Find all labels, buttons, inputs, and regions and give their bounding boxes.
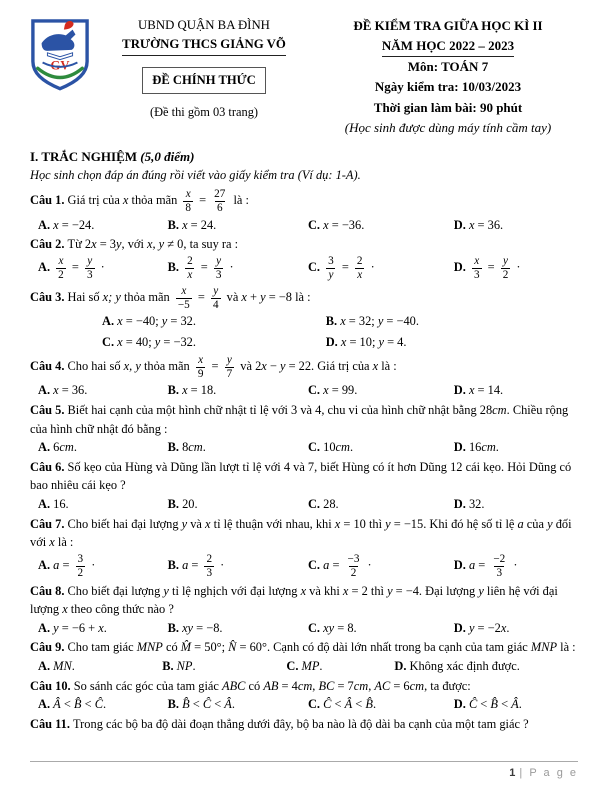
options-row — [38, 254, 578, 283]
math-var: MP — [301, 659, 320, 674]
option-label: D. — [453, 260, 469, 275]
option-a: A. 6cm. — [38, 440, 77, 455]
option-label: B. — [167, 217, 183, 232]
math-var: x — [122, 193, 129, 208]
option-label: C. — [307, 497, 324, 512]
question-stem: Câu 4. Cho hai số x, y thỏa mãn $\frac{x}{9}$ = $\frac{y}{7}$ và 2x − y = 22. Giá trị của x là : — [30, 353, 397, 380]
option-d: D. x = 10; y = 4. — [325, 335, 407, 350]
question-label: Câu 5. — [30, 403, 68, 417]
option-d: D. y = −2x. — [453, 620, 510, 635]
option-label: D. — [453, 383, 469, 398]
options-row — [38, 657, 578, 676]
math-var: x — [500, 620, 507, 635]
option-b: B. a = $\frac{2}{3}$ · — [167, 552, 225, 579]
question-11 — [30, 715, 578, 734]
option-b: B. B̂ < Ĉ < Â. — [167, 697, 235, 712]
question-1 — [30, 187, 578, 234]
exam-title-block — [318, 16, 578, 138]
math-var: Ĉ — [94, 697, 103, 712]
option-label: C. — [307, 383, 324, 398]
option-label: B. — [167, 620, 183, 635]
option-b: B. xy = −8. — [167, 620, 223, 635]
option-label: B. — [167, 260, 183, 275]
option-b: B. $\frac{2}{x}$ = $\frac{y}{3}$ · — [167, 254, 234, 281]
option-a: A. $\frac{x}{2}$ = $\frac{y}{3}$ · — [38, 254, 105, 281]
option-c: C. MP. — [286, 659, 323, 674]
option-label: C. — [286, 659, 302, 674]
page-header — [30, 16, 578, 138]
option-c: C. 10cm. — [307, 440, 354, 455]
calculator-note: (Học sinh được dùng máy tính cầm tay) — [344, 119, 552, 135]
math-var: y — [279, 358, 286, 373]
math-var: B̂ — [365, 697, 373, 712]
math-var: MNP — [136, 640, 163, 655]
pages-note: (Đề thi gồm 03 trang) — [149, 105, 259, 120]
question-label: Câu 1. — [30, 193, 68, 208]
option-label: C. — [307, 697, 324, 712]
exam-title: ĐỀ KIỂM TRA GIỮA HỌC KÌ II — [353, 18, 543, 33]
math-var: Â — [224, 697, 232, 712]
math-var: a — [182, 558, 189, 573]
fraction: $\frac{-2}{3}$ — [493, 552, 506, 579]
option-label: D. — [453, 558, 469, 573]
question-stem: Câu 8. Cho biết đại lượng y tỉ lệ nghịch với đại lượng x và khi x = 2 thì y = −4. Đại lượng y liên hệ với đại lượng x theo công thức nào ? — [30, 583, 558, 617]
option-label: A. — [38, 697, 54, 712]
option-b: B. x = 32; y = −40. — [325, 314, 419, 329]
math-var: y — [468, 620, 475, 635]
math-var: x; y — [102, 289, 121, 304]
math-var: B̂ — [182, 697, 190, 712]
fraction: $\frac{2}{x}$ — [356, 254, 363, 281]
option-label: A. — [38, 383, 54, 398]
option-label: B. — [167, 383, 183, 398]
math-var: x — [205, 516, 211, 531]
option-label: D. — [453, 697, 469, 712]
math-var: x — [53, 383, 59, 398]
option-c: C. x = −36. — [307, 217, 365, 232]
math-var: Â — [53, 697, 61, 712]
option-b: B. x = 18. — [167, 383, 217, 398]
question-label: Câu 3. — [30, 289, 68, 304]
option-label: A. — [38, 440, 54, 455]
math-var: x, y — [123, 358, 141, 373]
subject-line: Môn: TOÁN 7 — [407, 59, 489, 75]
fraction: $\frac{y}{3}$ — [215, 254, 222, 281]
math-var: B̂ — [490, 697, 498, 712]
options-row — [38, 495, 578, 514]
option-d: D. Ĉ < B̂ < Â. — [453, 697, 522, 712]
math-var: y — [385, 516, 391, 531]
emblem-initials: GV — [50, 58, 70, 73]
option-d: D. 32. — [453, 497, 485, 512]
fraction: $\frac{y}{3}$ — [86, 254, 93, 281]
math-var: Ĉ — [202, 697, 212, 712]
option-label: B. — [167, 558, 183, 573]
math-var: x — [241, 289, 247, 304]
option-label: C. — [307, 260, 324, 275]
math-var: x — [182, 383, 188, 398]
question-stem: Câu 2. Từ 2x = 3y, với x, y ≠ 0, ta suy ra : — [30, 237, 239, 252]
question-stem: Câu 10. So sánh các góc của tam giác ABC có AB = 4cm, BC = 7cm, AC = 6cm, ta được: — [30, 678, 471, 693]
option-label: A. — [38, 558, 54, 573]
math-var: x, y — [146, 237, 165, 252]
math-var: cm — [353, 678, 369, 693]
math-var: xy — [323, 620, 335, 635]
math-var: x — [340, 335, 347, 350]
math-var: x — [117, 335, 123, 350]
option-d: D. a = $\frac{-2}{3}$ · — [453, 552, 518, 579]
math-var: a — [53, 558, 60, 573]
math-var: x — [98, 620, 104, 635]
option-label: C. — [307, 440, 324, 455]
math-var: x — [261, 358, 267, 373]
question-stem: Câu 6. Số kẹo của Hùng và Dũng lần lượt tỉ lệ với 4 và 7, biết Hùng có ít hơn Dũng 12 cái kẹo. Hỏi Dũng có bao nhiêu cái kẹo ? — [30, 459, 572, 493]
duration-line: Thời gian làm bài: 90 phút — [373, 99, 523, 115]
header-left-block — [30, 16, 318, 122]
option-label: A. — [38, 620, 54, 635]
math-var: y — [161, 314, 168, 329]
question-label: Câu 11. — [30, 716, 74, 731]
questions-list — [30, 187, 578, 734]
math-var: cm — [59, 440, 74, 455]
option-c: C. x = 99. — [307, 383, 358, 398]
fraction: $\frac{x}{-5}$ — [177, 284, 190, 311]
math-var: Ĉ — [323, 697, 332, 712]
math-var: x — [334, 516, 341, 531]
option-label: A. — [38, 217, 54, 232]
page-number: 1 — [509, 766, 517, 779]
math-var: y — [547, 516, 553, 531]
math-var: x — [117, 314, 123, 329]
option-label: C. — [102, 335, 118, 350]
question-9 — [30, 638, 578, 675]
option-d: D. Không xác định được. — [394, 659, 520, 674]
fraction: $\frac{x}{9}$ — [197, 353, 204, 380]
options-row — [38, 381, 578, 400]
option-d: D. x = 36. — [453, 217, 504, 232]
math-var: y — [154, 335, 161, 350]
math-var: a — [323, 558, 330, 573]
option-label: B. — [167, 697, 183, 712]
exam-date: Ngày kiểm tra: 10/03/2023 — [374, 79, 522, 95]
option-c: C. Ĉ < Â < B̂. — [307, 697, 377, 712]
issuer-line: UBND QUẬN BA ĐÌNH — [138, 18, 270, 32]
fraction: $\frac{3}{2}$ — [77, 552, 84, 579]
option-a: A. x = −40; y = 32. — [102, 314, 196, 329]
fraction: $\frac{y}{7}$ — [226, 353, 233, 380]
question-4 — [30, 353, 578, 400]
option-label: D. — [453, 217, 469, 232]
question-stem: Câu 5. Biết hai cạnh của một hình chữ nhật tỉ lệ với 3 và 4, chu vi của hình chữ nhật bằng 28cm. Chiều rộng của hình chữ nhật đó bằng : — [30, 403, 569, 436]
math-var: y — [53, 620, 59, 635]
options-row — [38, 216, 578, 235]
fraction: $\frac{-3}{2}$ — [347, 552, 360, 579]
math-var: x — [62, 602, 68, 617]
math-var: x — [468, 217, 475, 232]
math-var: Â — [511, 697, 519, 712]
math-var: y — [378, 335, 384, 350]
question-label: Câu 10. — [30, 678, 74, 693]
question-label: Câu 9. — [30, 640, 68, 655]
math-var: y — [163, 583, 169, 598]
math-var: x — [372, 358, 379, 373]
question-label: Câu 2. — [30, 237, 68, 252]
section-instruction: Học sinh chọn đáp án đúng rồi viết vào giấy kiểm tra (Ví dụ: 1-A). — [30, 168, 361, 183]
math-var: cm — [335, 440, 350, 455]
math-var: cm — [409, 678, 425, 693]
question-2 — [30, 235, 578, 282]
option-a: A. x = 36. — [38, 383, 88, 398]
math-var: x — [91, 237, 97, 252]
question-5 — [30, 401, 578, 457]
school-year: NĂM HỌC 2022 – 2023 — [318, 36, 578, 57]
question-stem: Câu 1. Giá trị của x thỏa mãn $\frac{x}{8}$ = $\frac{27}{6}$ là : — [30, 187, 249, 214]
math-var: x — [323, 383, 329, 398]
question-6 — [30, 458, 578, 514]
question-label: Câu 8. — [30, 583, 68, 598]
option-label: B. — [167, 440, 183, 455]
fraction: $\frac{2}{3}$ — [206, 552, 213, 579]
math-var: x — [49, 535, 55, 550]
options-row — [38, 619, 578, 638]
math-var: y — [116, 237, 122, 252]
option-label: A. — [38, 659, 54, 674]
option-d: D. x = 14. — [453, 383, 504, 398]
option-b: B. NP. — [162, 659, 196, 674]
option-d: D. 16cm. — [453, 440, 499, 455]
option-label: A. — [102, 314, 118, 329]
math-var: NP — [176, 659, 193, 674]
option-label: B. — [167, 497, 183, 512]
option-c: C. x = 40; y = −32. — [102, 335, 196, 350]
option-label: C. — [307, 217, 324, 232]
option-b: B. x = 24. — [167, 217, 217, 232]
math-var: y — [260, 289, 266, 304]
option-label: D. — [453, 440, 469, 455]
option-label: D. — [325, 335, 341, 350]
option-c: C. xy = 8. — [307, 620, 357, 635]
page-label: | P a g e — [519, 766, 578, 779]
question-7 — [30, 515, 578, 581]
math-var: x — [468, 383, 475, 398]
math-var: M̂ — [180, 640, 192, 655]
option-a: A. MN. — [38, 659, 75, 674]
option-c: C. $\frac{3}{y}$ = $\frac{2}{x}$ · — [307, 254, 375, 281]
fraction: $\frac{2}{x}$ — [187, 254, 193, 281]
options-row — [38, 312, 578, 351]
option-label: A. — [38, 497, 54, 512]
page-footer — [30, 761, 578, 782]
option-a: A. a = $\frac{3}{2}$ · — [38, 552, 96, 579]
options-row — [38, 695, 578, 714]
math-var: y — [377, 314, 384, 329]
math-var: MN — [53, 659, 72, 674]
question-label: Câu 6. — [30, 459, 68, 474]
math-var: x — [340, 314, 346, 329]
math-var: MNP — [530, 640, 558, 655]
math-var: y — [478, 583, 484, 598]
option-label: C. — [307, 620, 324, 635]
option-a: A. y = −6 + x. — [38, 620, 107, 635]
option-a: A. 16. — [38, 497, 69, 512]
question-stem: Câu 7. Cho biết hai đại lượng y và x tỉ lệ thuận với nhau, khi x = 10 thì y = −15. Khi đó hệ số tỉ lệ a của y đối với x là : — [30, 516, 572, 550]
option-label: C. — [307, 558, 324, 573]
section-title — [30, 147, 578, 167]
math-var: AC — [374, 678, 391, 693]
question-stem: Câu 3. Hai số x; y thỏa mãn $\frac{x}{-5}$ = $\frac{y}{4}$ và x + y = −8 là : — [30, 284, 311, 311]
option-label: D. — [453, 497, 469, 512]
math-var: cm — [492, 403, 507, 417]
question-8 — [30, 582, 578, 638]
math-var: x — [300, 583, 307, 598]
option-d: D. $\frac{x}{3}$ = $\frac{y}{2}$ · — [453, 254, 521, 281]
official-exam-stamp: ĐỀ CHÍNH THỨC — [142, 67, 266, 94]
option-c: C. 28. — [307, 497, 339, 512]
option-label: B. — [325, 314, 341, 329]
option-label: A. — [38, 260, 54, 275]
option-label: B. — [162, 659, 177, 674]
math-var: x — [182, 217, 188, 232]
math-var: x — [323, 217, 329, 232]
fraction: $\frac{y}{2}$ — [502, 254, 509, 281]
issuer-block — [90, 16, 318, 122]
section-points: (5,0 điểm) — [140, 148, 195, 164]
math-var: ABC — [222, 678, 246, 693]
math-var: cm — [188, 440, 203, 455]
math-var: xy — [182, 620, 194, 635]
question-10 — [30, 677, 578, 714]
fraction: $\frac{x}{3}$ — [473, 254, 480, 281]
option-c: C. a = $\frac{-3}{2}$ · — [307, 552, 372, 579]
math-var: x — [342, 583, 349, 598]
question-stem: Câu 9. Cho tam giác MNP có M̂ = 50°; N̂ = 60°. Cạnh có độ dài lớn nhất trong ba cạnh của tam giác MNP là : — [30, 640, 576, 655]
options-row — [38, 438, 578, 457]
option-b: B. 8cm. — [167, 440, 206, 455]
question-label: Câu 4. — [30, 358, 68, 373]
school-emblem-icon — [30, 18, 90, 92]
option-label: D. — [453, 620, 469, 635]
question-stem: Câu 11. Trong các bộ ba độ dài đoạn thẳng dưới đây, bộ ba nào là độ dài ba cạnh của một tam giác ? — [30, 716, 529, 731]
math-var: x — [53, 217, 59, 232]
math-var: N̂ — [228, 640, 237, 655]
math-var: cm — [297, 678, 313, 693]
section-name: I. TRẮC NGHIỆM — [30, 148, 138, 164]
math-var: Ĉ — [468, 697, 478, 712]
options-row — [38, 552, 578, 581]
math-var: a — [468, 558, 476, 573]
question-3 — [30, 284, 578, 352]
fraction: $\frac{x}{8}$ — [185, 187, 191, 214]
school-name: TRƯỜNG THCS GIẢNG VÕ — [90, 35, 318, 56]
option-a: A. Â < B̂ < Ĉ. — [38, 697, 107, 712]
math-var: y — [387, 583, 393, 598]
option-b: B. 20. — [167, 497, 198, 512]
question-label: Câu 7. — [30, 516, 68, 531]
math-var: y — [181, 516, 188, 531]
math-var: a — [517, 516, 524, 531]
option-label: D. — [394, 659, 410, 674]
fraction: $\frac{y}{4}$ — [212, 284, 219, 311]
math-var: AB — [263, 678, 279, 693]
fraction: $\frac{27}{6}$ — [214, 187, 226, 214]
fraction: $\frac{x}{2}$ — [58, 254, 64, 281]
option-a: A. x = −24. — [38, 217, 95, 232]
math-var: cm — [481, 440, 496, 455]
math-var: B̂ — [73, 697, 82, 712]
math-var: Â — [344, 697, 353, 712]
math-var: BC — [318, 678, 335, 693]
fraction: $\frac{3}{y}$ — [328, 254, 334, 281]
